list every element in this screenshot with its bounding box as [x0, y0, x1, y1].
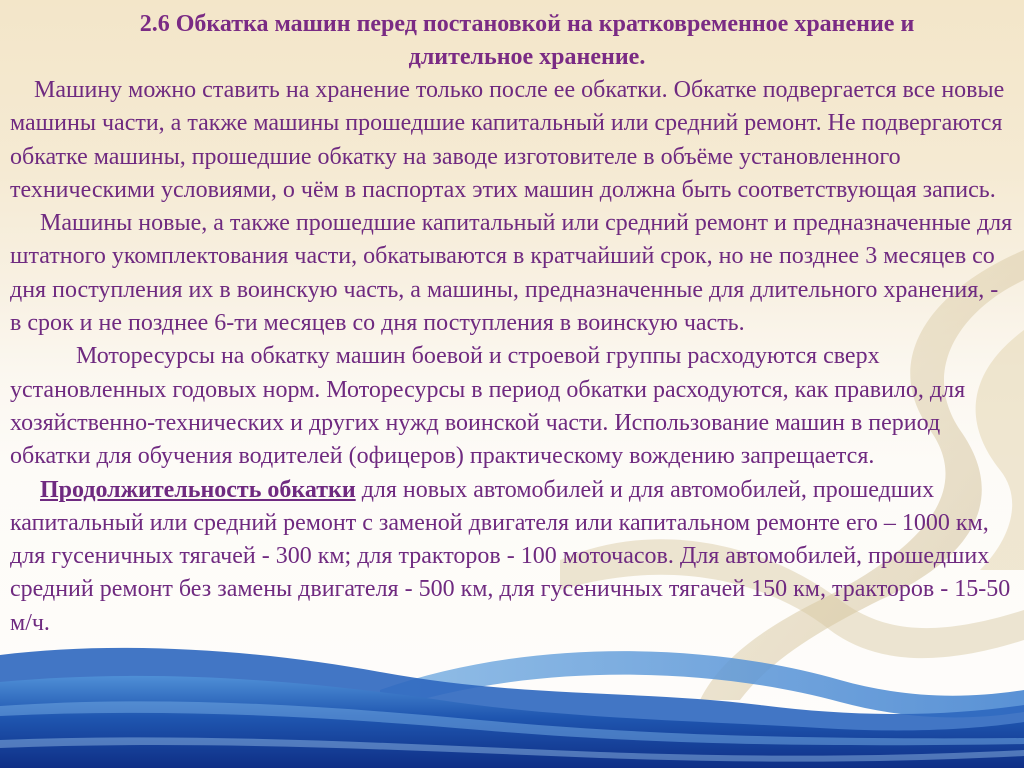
slide-content	[10, 8, 1014, 640]
paragraph-3-text: Моторесурсы на обкатку машин боевой и строевой группы расходуются сверх установленных годовых норм. Моторесурсы в период обкатки расходуются, как правило, для хозяйственно-технических и других нужд воинской части. Использование машин в период обкатки для обучения водителей (офицеров) практическому вождению запрещается.	[10, 343, 966, 470]
paragraph-2-text: Машины новые, а также прошедшие капитальный или средний ремонт и предназначенные для штатного укомплектования части, обкатываются в кратчайший срок, но не позднее 3 месяцев со дня поступления их в воинскую часть, а машины, предназначенные для длительного хранения, - в срок и не позднее 6-ти месяцев со дня поступления в воинскую часть.	[10, 210, 1013, 337]
paragraph-4	[10, 474, 1014, 640]
slide-title-line-2: длительное хранение.	[408, 44, 646, 70]
paragraph-4-indent	[10, 477, 40, 503]
paragraph-1-text: Машину можно ставить на хранение только после ее обкатки. Обкатке подвергается все новые машины части, а также машины прошедшие капитальный или средний ремонт. Не подвергаются обкатке машины, прошедшие обкатку на заводе изготовителе в объёме установленного техническими условиями, о чём в паспортах этих машин должна быть соответствующая запись.	[10, 77, 1005, 203]
paragraph-1	[10, 74, 1014, 207]
paragraph-1-indent	[10, 77, 34, 103]
paragraph-3-indent	[10, 343, 76, 369]
slide-body	[10, 74, 1014, 640]
paragraph-3	[10, 340, 1014, 473]
paragraph-2-indent	[10, 210, 40, 236]
duration-heading: Продолжительность обкатки	[40, 476, 356, 503]
slide-title-line-1: 2.6 Обкатка машин перед постановкой на кратковременное хранение и	[139, 11, 915, 37]
slide-title	[10, 8, 1014, 74]
paragraph-2	[10, 207, 1014, 340]
paragraph-4-text: для новых автомобилей и для автомобилей, прошедших капитальный или средний ремонт с заменой двигателя или капитальном ремонте его – 1000 км, для гусеничных тягачей - 300 км; для тракторов - 100 моточасов. Для автомобилей, прошедших средний ремонт без замены двигателя - 500 км, для гусеничных тягачей 150 км, тракторов - 15-50 м/ч.	[10, 476, 1011, 636]
